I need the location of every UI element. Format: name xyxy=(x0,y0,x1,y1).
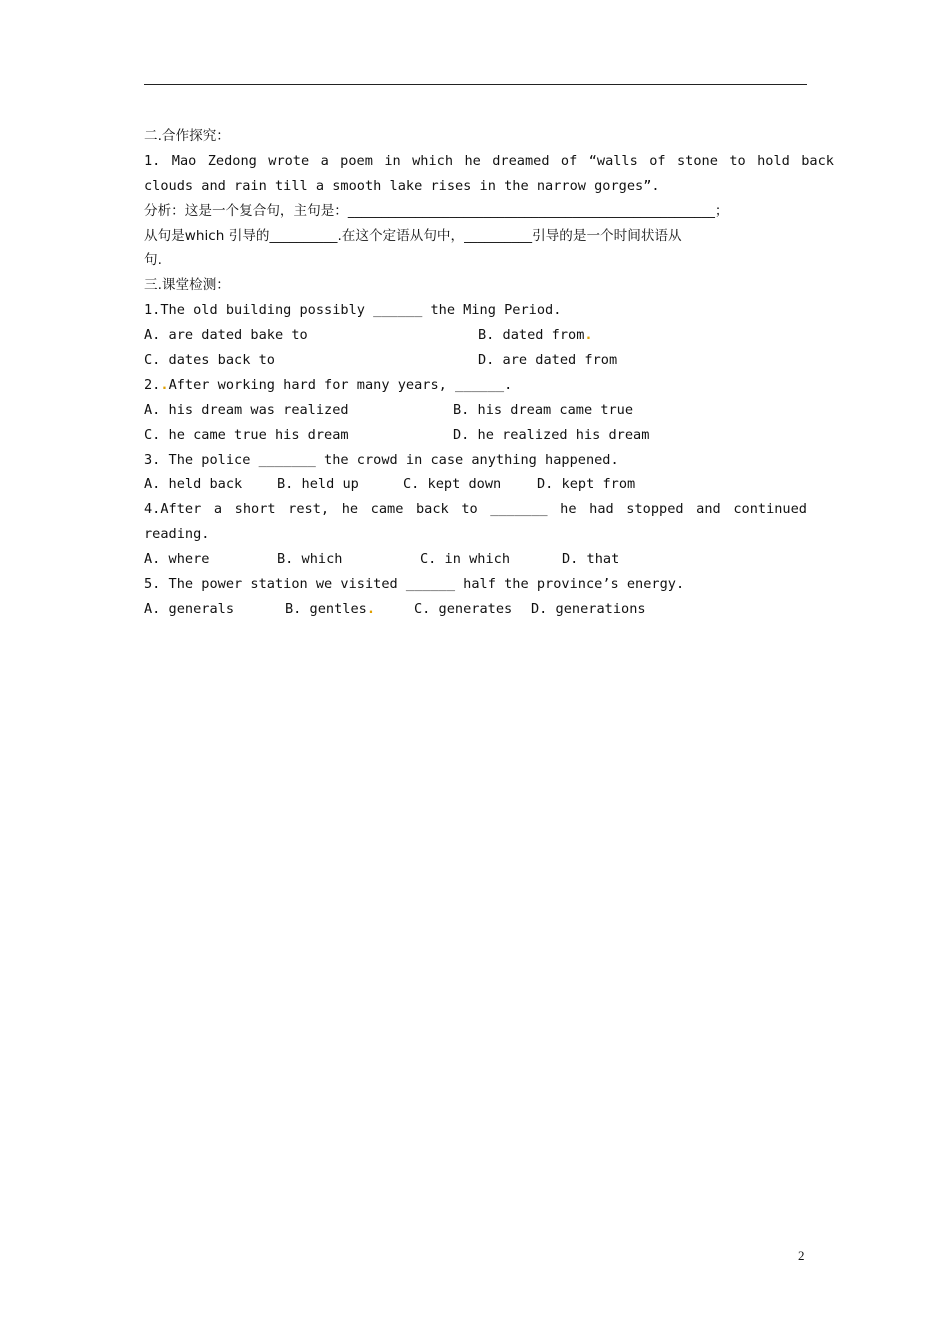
option-d: D. kept from xyxy=(537,476,636,493)
question-2-options-row-1 xyxy=(144,398,834,423)
header-rule xyxy=(144,84,807,85)
question-1-options-row-1 xyxy=(144,323,834,348)
question-1-options-row-2 xyxy=(144,348,834,373)
option-d: D. that xyxy=(562,551,620,568)
question-2-number: 2. xyxy=(144,376,161,393)
question-3-stem: 3. The police _______ the crowd in case anything happened. xyxy=(144,451,619,468)
question-4-options-row xyxy=(144,547,834,572)
option-d: D. are dated from xyxy=(478,352,618,369)
question-1-stem: 1.The old building possibly ______ the Ming Period. xyxy=(144,302,562,319)
question-1-line-1: 1. Mao Zedong wrote a poem in which he dreamed of “walls of stone to hold back xyxy=(144,152,834,169)
option-a: A. his dream was realized xyxy=(144,401,349,418)
page-number: 2 xyxy=(798,1248,805,1263)
analysis-line-2: 从句是which 引导的__________.在这个定语从句中，__________引导的是一个时间状语从 xyxy=(144,227,682,244)
mark-dot: . xyxy=(584,327,593,344)
option-b-text: B. dated from xyxy=(478,327,585,344)
section-2-heading: 二.合作探究： xyxy=(144,128,230,144)
question-1-line-2: clouds and rain till a smooth lake rises in the narrow gorges”. xyxy=(144,177,660,194)
question-2-options-row-2 xyxy=(144,423,834,448)
option-b: B. which xyxy=(277,551,343,568)
option-a: A. generals xyxy=(144,600,235,617)
option-d: D. he realized his dream xyxy=(453,426,650,443)
document-body xyxy=(144,124,834,622)
analysis-line-1: 分析：这是一个复合句，主句是：______________________________________________________； xyxy=(144,202,729,219)
option-c: C. in which xyxy=(420,551,511,568)
option-c: C. kept down xyxy=(403,476,502,493)
option-b: B. his dream came true xyxy=(453,401,634,418)
option-b xyxy=(285,597,375,622)
option-c: C. he came true his dream xyxy=(144,426,349,443)
option-a: A. where xyxy=(144,551,210,568)
mark-dot: . xyxy=(160,376,169,393)
option-a: A. held back xyxy=(144,476,243,493)
mark-dot: . xyxy=(366,600,376,617)
section-3-heading: 三.课堂检测： xyxy=(144,277,230,294)
question-5-stem: 5. The power station we visited ______ half the province’s energy. xyxy=(144,576,685,593)
option-c: C. dates back to xyxy=(144,352,275,369)
question-4-stem-line-1: 4.After a short rest, he came back to _______ he had stopped and continued xyxy=(144,501,807,518)
option-b: B. held up xyxy=(277,476,359,493)
option-b xyxy=(478,323,593,348)
option-d: D. generations xyxy=(531,600,646,617)
option-b-text: B. gentles xyxy=(285,600,367,617)
analysis-line-3: 句. xyxy=(144,252,162,269)
option-a: A. are dated bake to xyxy=(144,327,308,344)
question-2-text: After working hard for many years, ______. xyxy=(168,376,513,393)
question-3-options-row xyxy=(144,472,834,497)
question-2-stem xyxy=(144,373,834,398)
option-c: C. generates xyxy=(414,600,513,617)
question-5-options-row xyxy=(144,597,834,622)
question-4-stem-line-2: reading. xyxy=(144,526,210,543)
